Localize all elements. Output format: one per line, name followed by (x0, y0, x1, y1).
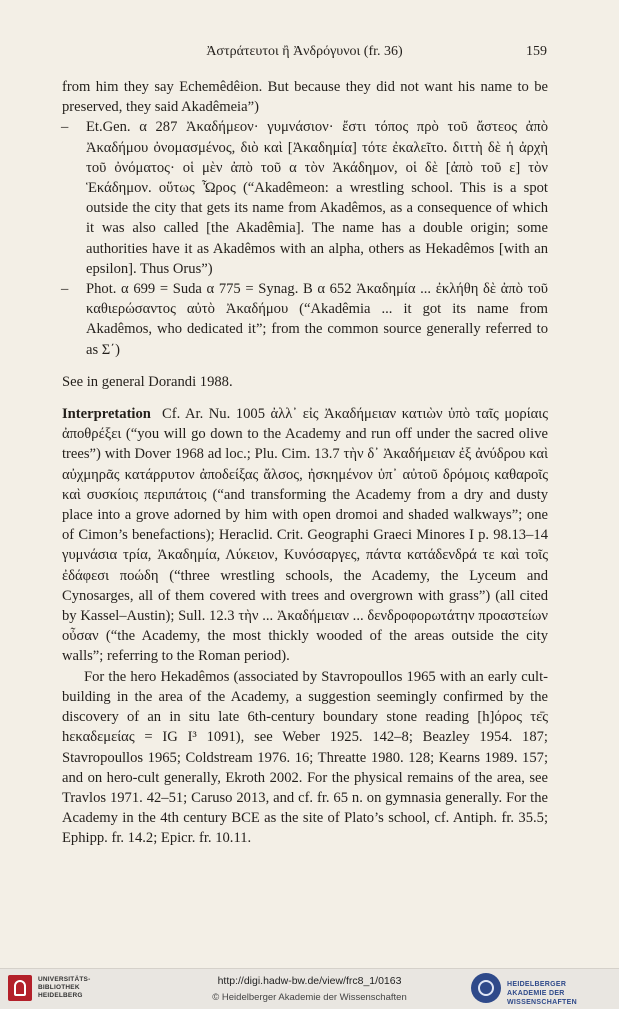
main-text (62, 77, 548, 849)
paragraph: See in general Dorandi 1988. (62, 373, 233, 390)
viewer-footer (0, 968, 619, 1009)
permalink[interactable]: http://digi.hadw-bw.de/view/frc8_1/0163 (217, 975, 402, 987)
page-number: 159 (526, 44, 547, 59)
paragraph: from him they say Echemêdêion. But because they did not want his name to be preserved, they said Akadêmeia”) (62, 79, 548, 116)
academy-link[interactable] (471, 973, 611, 1005)
library-name: UNIVERSITÄTS-BIBLIOTHEK HEIDELBERG (38, 976, 91, 999)
paragraph: For the hero Hekadêmos (associated by Stavropoullos 1965 with an early cult-building in the area of the Academy, a suggestion seemingly confirmed by the discovery of an in situ late 6th-century boundary stone reading [h]όρος τε̄ς hεκαδεμείας = IG I³ 1091), see Weber 1925. 142–8; Beazley 1954. 187; Stavropoullos 1965; Coldstream 1976. 16; Threatte 1980. 128; Kearns 1989. 157; and on hero-cult generally, Ekroth 2002. For the physical remains of the area, see Travlos 1971. 42–51; Caruso 2013, and cf. fr. 65 n. on gymnasia generally. For the Academy in the 4th century BCE as the site of Plato’s school, cf. Antiph. fr. 35.5; Ephipp. fr. 14.2; Epicr. fr. 10.11. (62, 668, 548, 847)
paragraph-text: Cf. Ar. Nu. 1005 ἀλλ᾽ εἰς Ἀκαδήμειαν κατιὼν ὑπὸ ταῖς μορίαις ἀποθρέξει (“you will go down to the Academy and run off under the sacred olive trees”) with Dover 1968 ad loc.; Plu. Cim. 13.7 τὴν δ᾽ Ἀκαδήμειαν ἐξ ἀνύδρου καὶ αὐχμηρᾶς κατάρρυτον ἀποδείξας ἄλσος, ἠσκημένον ὑπ᾽ αὐτοῦ δρόμοις καθαροῖς καὶ συσκίοις περιπάτοις (“and transforming the Academy from a dry and dusty place into a grove adorned by him with open dromoi and shaded walkways”; one of Cimon’s benefactions); Heraclid. Crit. Geographi Graeci Minores I p. 98.13–14 γυμνάσια τρία, Ἀκαδημία, Λύκειον, Κυνόσαργες, πάντα κατάδενδρά τε καὶ τοῖς ἐδάφεσι ποώδη (“three wrestling schools, the Academy, the Lyceum and Cynosarges, all of them covered with trees and overgrown with grass”) (all cited by Kassel–Austin); Sull. 12.3 τὴν ... Ἀκαδήμειαν ... δενδροφορωτάτην προαστείων οὖσαν (“the Academy, the most thickly wooded of the areas outside the city walls”; referring to the Roman period). (62, 406, 548, 665)
academy-name: HEIDELBERGER AKADEMIE DER WISSENSCHAFTEN (507, 981, 577, 1006)
list-item: – Et.Gen. α 287 Ἀκαδήμεον· γυμνάσιον· ἔστι τόπος πρὸ τοῦ ἄστεος ἀπὸ Ἀκαδήμου ὀνομασμένος, διὸ καὶ [Ἀκαδημία] τότε ἐκαλεῖτο. διττὴ δὲ ἡ ἀρχὴ τοῦ ὀνόματος· οἱ μὲν ἀπὸ τοῦ α τὸν Ἀκάδημον, οἱ δὲ [ἀπὸ τοῦ ε] τὸν Ἑκάδημον. οὕτως Ὦρος (“Akadêmeon: a wrestling school. This is a spot outside the city that gets its name from Akadêmos, as a consequence of which it was also called [the Akadêmia]. The name has a double origin; some authorities have it as Akadêmos with an alpha, others as Hekadêmos [with an epsilon]. Thus Orus”) (62, 117, 548, 279)
section-heading: Interpretation (62, 406, 151, 423)
list-item: – Phot. α 699 = Suda α 775 = Synag. B α 652 Ἀκαδημία ... ἐκλήθη δὲ ἀπὸ τοῦ καθιερώσαντος αὐτὸ Ἀκαδήμου (“Akadêmia ... it got its name from Akadêmos, who dedicated it”; from the common source generally referred to as Σ΄) (62, 279, 548, 360)
copyright-notice: © Heidelberger Akademie der Wissenschaften (212, 992, 407, 1003)
academy-seal-logo-icon (471, 973, 501, 1003)
university-library-link[interactable] (8, 974, 118, 1004)
running-title: Ἀστράτευτοι ἢ Ἀνδρόγυνοι (fr. 36) (206, 44, 403, 59)
interpretation-paragraph (62, 404, 548, 667)
university-library-logo-icon (8, 975, 32, 1001)
